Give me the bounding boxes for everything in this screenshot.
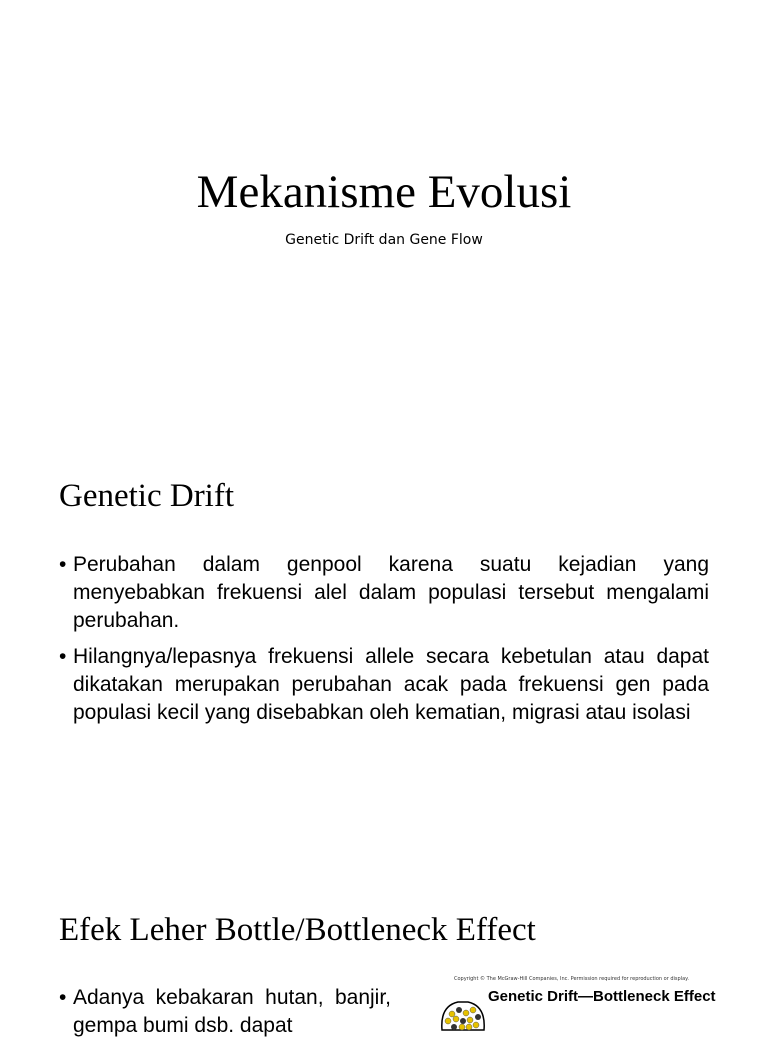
bullet-dot: • — [59, 645, 67, 668]
bottleneck-figure — [438, 976, 738, 1036]
bullet-dot: • — [59, 986, 67, 1009]
page-title: Mekanisme Evolusi — [196, 166, 572, 218]
slide-title — [0, 0, 768, 432]
bullet-text: Hilangnya/lepasnya frekuensi allele secara kebetulan atau dapat dikatakan merupakan perubahan acak pada frekuensi gen pada populasi kecil yang disebabkan oleh kematian, migrasi atau isolasi — [73, 645, 709, 724]
bullet-text: Perubahan dalam genpool karena suatu kejadian yang menyebabkan frekuensi alel dalam populasi tersebut mengalami perubahan. — [73, 553, 709, 632]
bullet-list — [59, 984, 391, 1048]
slide-genetic-drift — [0, 432, 768, 864]
bullet-list — [59, 551, 709, 735]
bullet-text: Adanya kebakaran hutan, banjir, gempa bumi dsb. dapat — [73, 986, 391, 1037]
slide-bottleneck-effect — [0, 864, 768, 1037]
bullet-dot: • — [59, 553, 67, 576]
figure-copyright: Copyright © The McGraw-Hill Companies, Inc. Permission required for reproduction or display. — [454, 976, 689, 982]
page-subtitle: Genetic Drift dan Gene Flow — [285, 232, 483, 248]
section-title-genetic-drift: Genetic Drift — [59, 478, 235, 514]
bottle-of-beads-icon — [438, 990, 490, 1030]
bullet-item — [59, 551, 709, 635]
bullet-item — [59, 643, 709, 727]
bullet-item — [59, 984, 391, 1040]
section-title-bottleneck: Efek Leher Bottle/Bottleneck Effect — [59, 912, 536, 948]
figure-title: Genetic Drift—Bottleneck Effect — [488, 988, 716, 1005]
